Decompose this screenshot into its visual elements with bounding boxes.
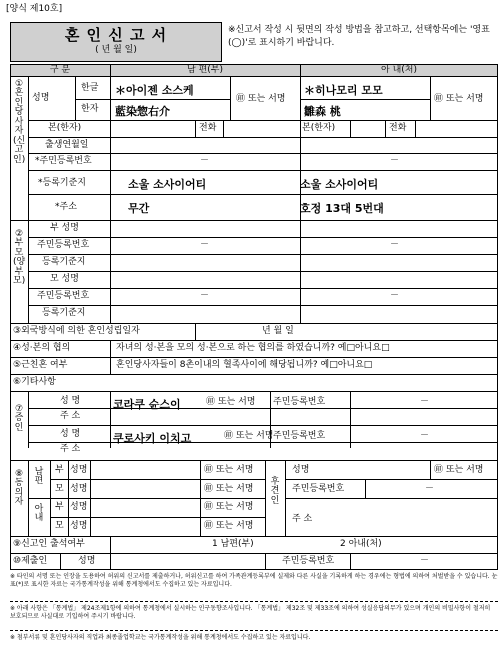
witness2-sign: ㊞ 또는 서명 — [224, 431, 274, 441]
mother-husband-dash: － — [200, 291, 210, 301]
guardian-label: 후견인 — [270, 477, 280, 506]
wife-rrn-dash: － — [390, 156, 400, 166]
wife-father-name-label: 성명 — [70, 502, 88, 512]
witness1-sign: ㊞ 또는 서명 — [206, 397, 256, 407]
section7-label: ⑦증인 — [14, 404, 24, 433]
husband-registry: 소울 소사이어티 — [128, 178, 207, 191]
guardian-rrn-dash: － — [425, 484, 435, 494]
row10-label: ⑩제출인 — [13, 556, 48, 566]
row6-label: ⑥기타사항 — [13, 377, 56, 387]
form-number: [양식 제10호] — [6, 4, 63, 14]
origin-label: 본(한자) — [48, 123, 82, 133]
dashed-divider-1 — [10, 601, 498, 602]
section8-label: ⑧동의자 — [14, 469, 24, 508]
row10-rrn-dash: － — [420, 556, 430, 566]
husband-rrn-dash: － — [200, 156, 210, 166]
birth-label: 출생연월일 — [45, 140, 89, 150]
header-wife: 아 내(처) — [381, 65, 417, 75]
header-category: 구 분 — [49, 65, 71, 75]
husband-address: 무간 — [128, 202, 150, 215]
wife-father-label: 부 — [55, 502, 64, 512]
name-label: 성명 — [32, 93, 50, 103]
wife-address: 호정 13대 5번대 — [300, 202, 384, 215]
father-registry-label: 등록기준지 — [42, 257, 86, 267]
guardian-rrn-label: 주민등록번호 — [292, 484, 345, 494]
form-title: 혼 인 신 고 서 — [64, 26, 168, 44]
witness2-address-label: 주 소 — [60, 444, 81, 454]
dashed-divider-2 — [10, 630, 498, 631]
wife-mother-label: 모 — [55, 521, 64, 531]
row4-text: 자녀의 성·본을 모의 성·본으로 하는 협의를 하였습니까? 예□아니요□ — [116, 343, 390, 353]
row9-option-husband[interactable]: 1 남편(부) — [212, 539, 254, 549]
husband-hanja-name: 藍染惣右介 — [115, 105, 170, 118]
guardian-name-label: 성명 — [292, 465, 310, 475]
witness1-rrn-dash: － — [420, 397, 430, 407]
guardian-address-label: 주 소 — [292, 514, 313, 524]
header-husband: 남 편(부) — [187, 65, 223, 75]
witness1-name: 코라쿠 슌스이 — [113, 398, 181, 411]
wife-mother-sign: ㊞ 또는 서명 — [204, 521, 254, 531]
address-label: *주소 — [55, 202, 77, 212]
row9-option-wife[interactable]: 2 아내(처) — [340, 539, 382, 549]
row9-label: ⑨신고인 출석여부 — [13, 539, 85, 549]
witness2-name: 쿠로사키 이치고 — [113, 432, 192, 445]
witness2-name-label: 성 명 — [60, 429, 81, 439]
wife-origin-label: 본(한자) — [302, 123, 336, 133]
wife-side-label: 아내 — [34, 504, 44, 524]
wife-registry: 소울 소사이어티 — [300, 178, 379, 191]
husband-father-label: 부 — [55, 465, 64, 475]
row10-rrn-label: 주민등록번호 — [282, 556, 335, 566]
mother-registry-label: 등록기준지 — [42, 308, 86, 318]
husband-phone-label: 전화 — [199, 123, 217, 133]
mother-name-label: 모 성명 — [50, 274, 79, 284]
witness2-rrn-label: 주민등록번호 — [273, 431, 326, 441]
instructions: ※신고서 작성 시 뒷면의 작성 방법을 참고하고, 선택항목에는 '영표(◯)'로 표시하기 바랍니다. — [228, 25, 490, 49]
hangul-label: 한글 — [81, 83, 99, 93]
husband-mother-name-label: 성명 — [70, 484, 88, 494]
date-line: ( 년 월 일) — [95, 45, 137, 55]
section1-label: ①혼인당사자(신고인) — [13, 79, 26, 165]
row5-text: 혼인당사자들이 8촌이내의 혈족사이에 해당됩니까? 예□아니요□ — [116, 360, 373, 370]
husband-father-name-label: 성명 — [70, 465, 88, 475]
husband-side-label: 남편 — [34, 467, 44, 487]
row3-label: ③외국방식에 의한 혼인성립일자 — [13, 326, 140, 336]
note-1: ※ 타인의 서명 또는 인장을 도용하여 허위의 신고서를 제출하거나, 허위신고를 하여 가족관계등록부에 실제와 다른 사실을 기록하게 하는 경우에는 형법에 의하여 처벌받을 수 있습니다. 눈표(*)로 표시한 자료는 국가통계작성을 위해 통계청에서도 수집하고 있는 자료입니다. — [10, 573, 498, 588]
husband-father-sign: ㊞ 또는 서명 — [204, 465, 254, 475]
rrn-label: *주민등록번호 — [35, 156, 92, 166]
father-wife-dash: － — [390, 240, 400, 250]
wife-hanja-name: 雛森 桃 — [304, 105, 341, 118]
husband-hangul-name: ＊아이젠 소스케 — [115, 84, 194, 97]
hanja-label: 한자 — [81, 104, 99, 114]
husband-sign-label: ㊞ 또는 서명 — [236, 94, 286, 104]
row3-date: 년 월 일 — [262, 326, 294, 336]
guardian-sign: ㊞ 또는 서명 — [434, 465, 484, 475]
row5-label: ⑤근친혼 여부 — [13, 360, 68, 370]
note-3: ※ 첨부서류 및 혼인당사자의 직업과 최종졸업학교는 국가통계작성을 위해 통계청에서도 수집하고 있는 자료입니다. — [10, 634, 311, 641]
witness1-name-label: 성 명 — [60, 396, 81, 406]
mother-rrn-label: 주민등록번호 — [37, 291, 90, 301]
row4-label: ④성·본의 협의 — [13, 343, 71, 353]
father-name-label: 부 성명 — [50, 223, 79, 233]
mother-wife-dash: － — [390, 291, 400, 301]
husband-mother-sign: ㊞ 또는 서명 — [204, 484, 254, 494]
note-2: ※ 아래 사항은 「통계법」 제24조제1항에 의하여 통계청에서 실시하는 인구동향조사입니다. 「통계법」 제32조 및 제33조에 의하여 성실응답의무가 있으며 개인의 비밀사항이 철저히 보호되므로 사실대로 기입하여 주시기 바랍니다. — [10, 605, 491, 620]
witness1-rrn-label: 주민등록번호 — [273, 397, 326, 407]
wife-sign-label: ㊞ 또는 서명 — [434, 94, 484, 104]
father-rrn-label: 주민등록번호 — [37, 240, 90, 250]
wife-hangul-name: ＊히나모리 모모 — [304, 84, 383, 97]
section2-label: ②부모(양부모) — [13, 229, 26, 287]
father-husband-dash: － — [200, 240, 210, 250]
witness1-address-label: 주 소 — [60, 411, 81, 421]
wife-mother-name-label: 성명 — [70, 521, 88, 531]
husband-mother-label: 모 — [55, 484, 64, 494]
row10-name-label: 성명 — [78, 556, 96, 566]
registry-label: *등록기준지 — [38, 178, 86, 188]
wife-phone-label: 전화 — [389, 123, 407, 133]
witness2-rrn-dash: － — [420, 431, 430, 441]
wife-father-sign: ㊞ 또는 서명 — [204, 502, 254, 512]
